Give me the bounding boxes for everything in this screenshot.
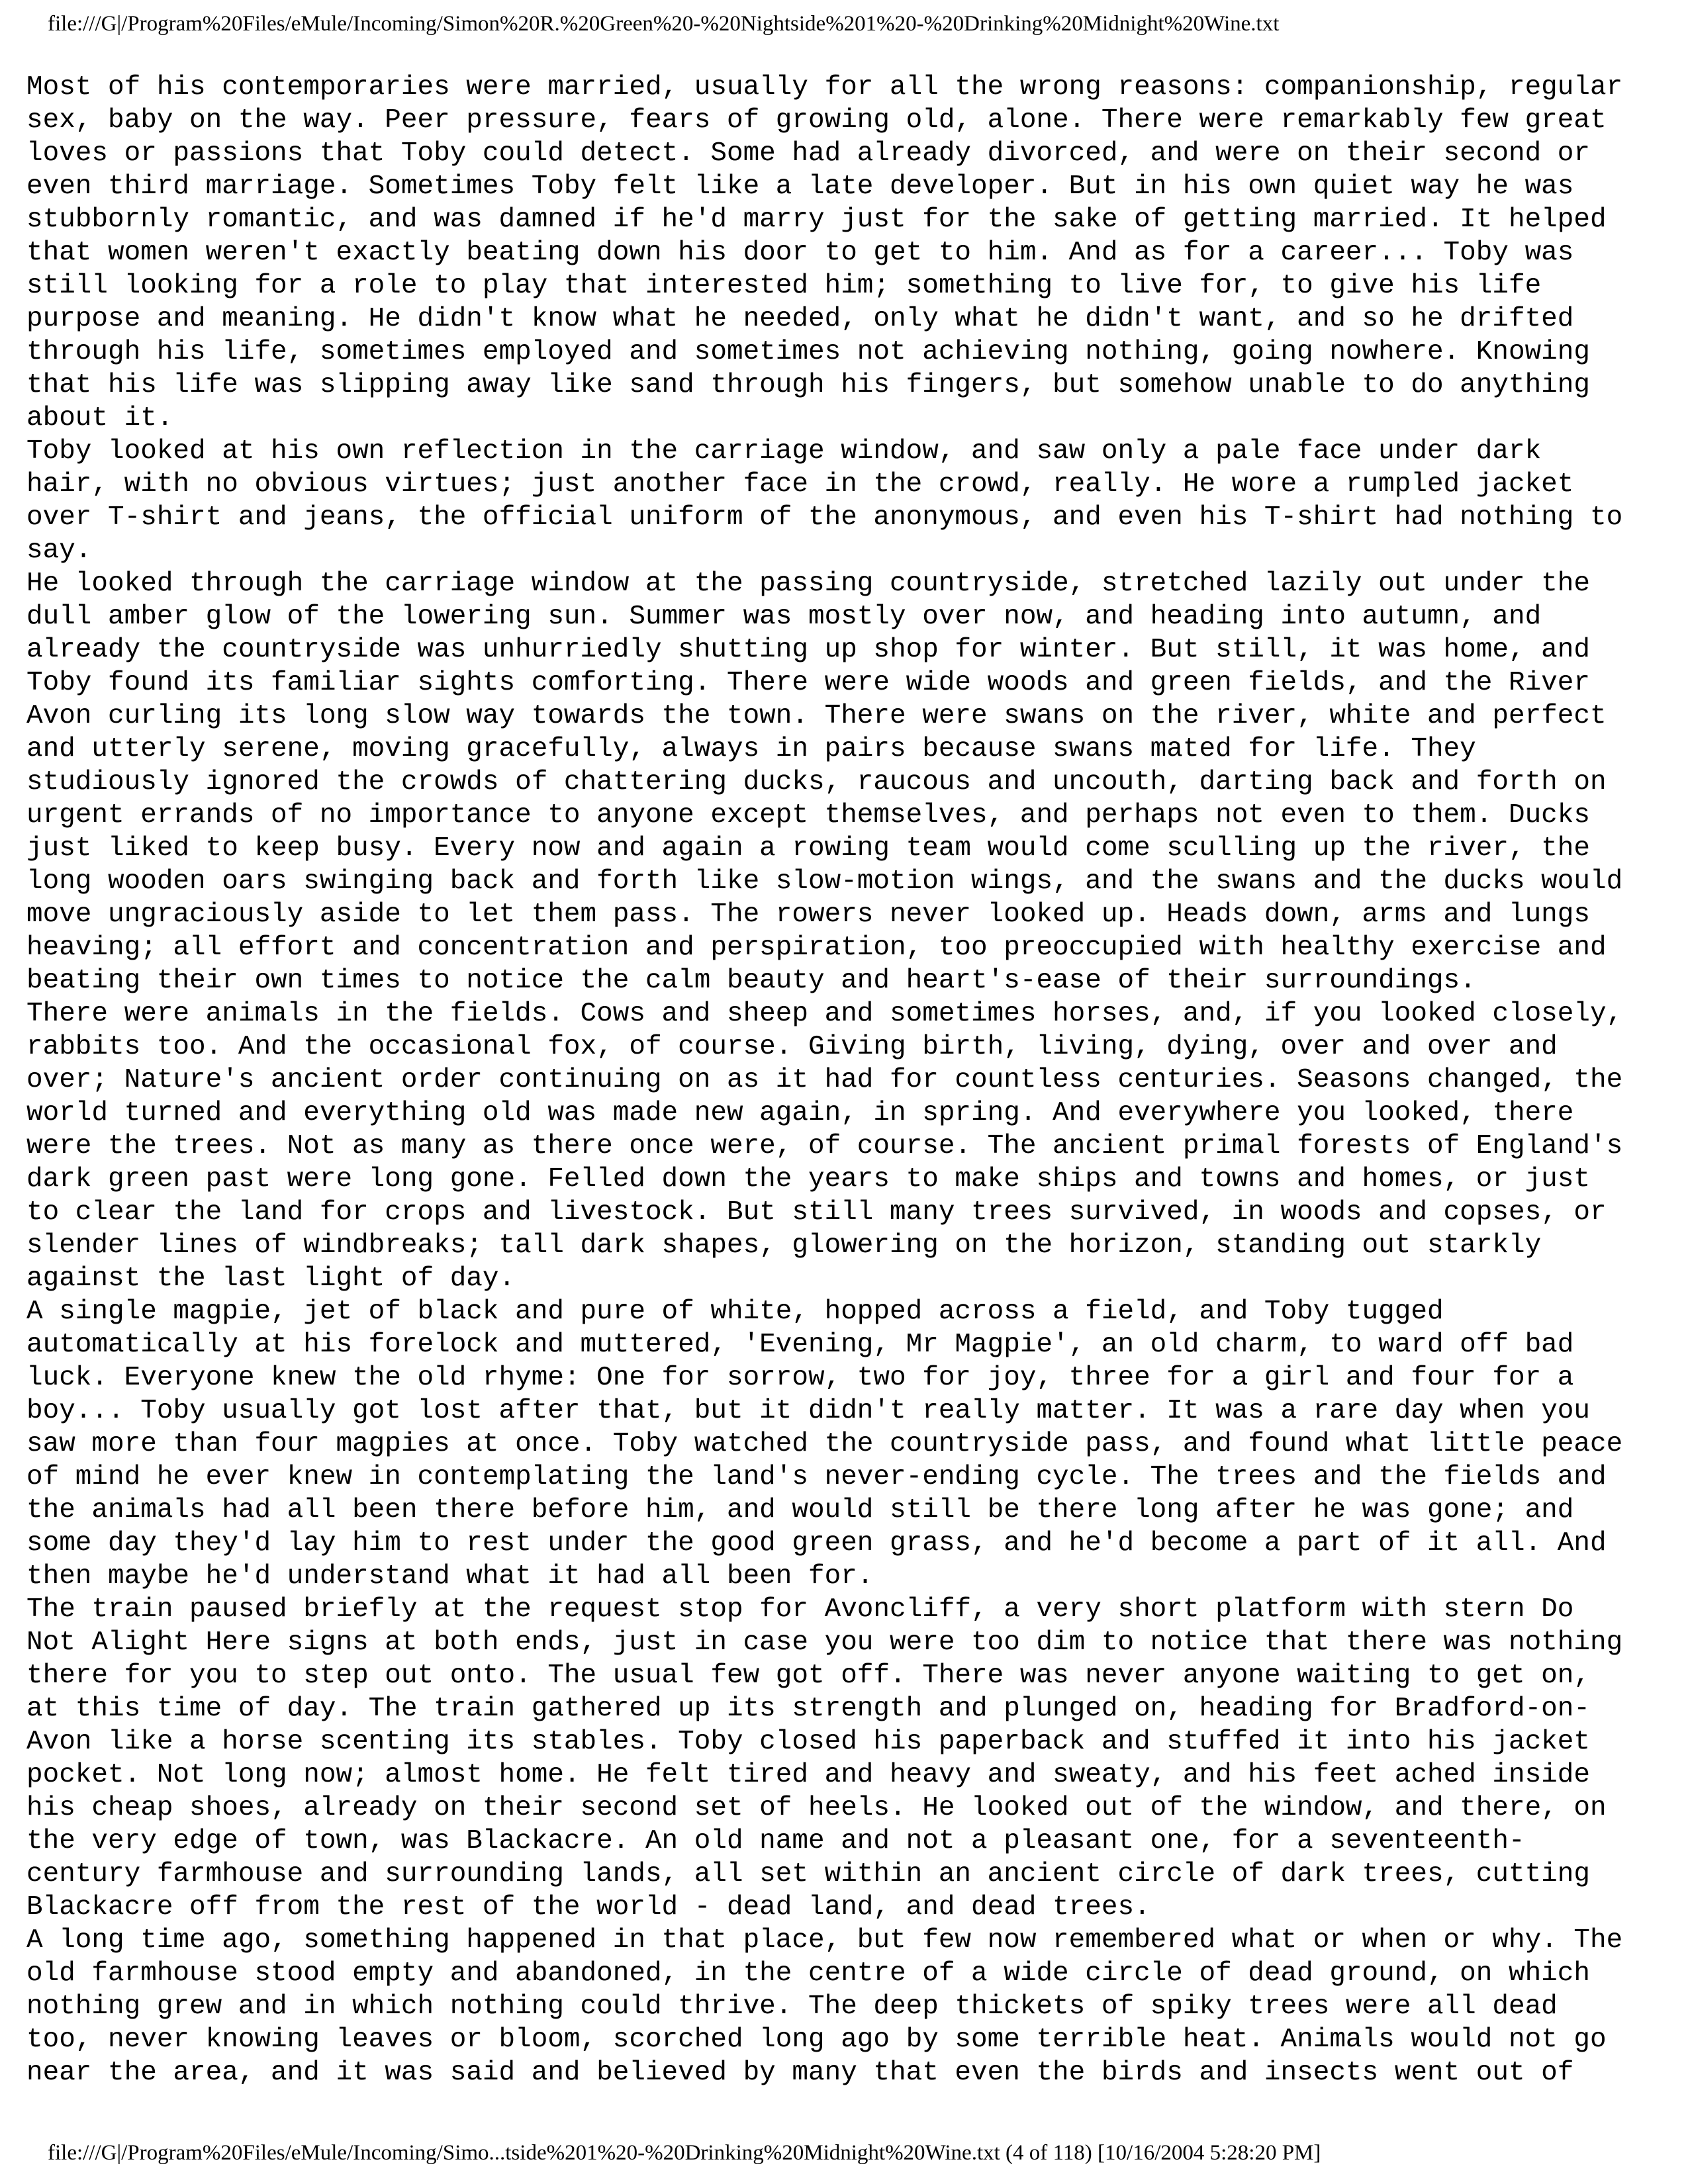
text-line: pocket. Not long now; almost home. He felt tired and heavy and sweaty, and his feet ached inside — [26, 1760, 1590, 1790]
text-line: stubbornly romantic, and was damned if he'd marry just for the sake of getting married. It helped — [26, 205, 1607, 235]
text-line: over T-shirt and jeans, the official uniform of the anonymous, and even his T-shirt had nothing to — [26, 502, 1623, 533]
text-line: urgent errands of no importance to anyone except themselves, and perhaps not even to them. Ducks — [26, 800, 1590, 831]
text-line: long wooden oars swinging back and forth like slow-motion wings, and the swans and the ducks would — [26, 866, 1623, 897]
text-line: dull amber glow of the lowering sun. Summer was mostly over now, and heading into autumn, and — [26, 602, 1542, 632]
text-line: then maybe he'd understand what it had all been for. — [26, 1561, 874, 1592]
text-line: still looking for a role to play that interested him; something to live for, to give his life — [26, 271, 1542, 301]
text-line: world turned and everything old was made new again, in spring. And everywhere you looked, there — [26, 1098, 1574, 1128]
text-line: that women weren't exactly beating down his door to get to him. And as for a career... Toby was — [26, 238, 1574, 268]
text-line: slender lines of windbreaks; tall dark shapes, glowering on the horizon, standing out starkly — [26, 1230, 1542, 1261]
text-line: heaving; all effort and concentration and perspiration, too preoccupied with healthy exercise and — [26, 933, 1607, 963]
text-line: move ungraciously aside to let them pass. The rowers never looked up. Heads down, arms and lungs — [26, 899, 1590, 930]
text-line: Most of his contemporaries were married, usually for all the wrong reasons: companionship, regular — [26, 72, 1623, 103]
text-line: of mind he ever knew in contemplating the land's never-ending cycle. The trees and the fields and — [26, 1462, 1607, 1492]
text-line: rabbits too. And the occasional fox, of course. Giving birth, living, dying, over and over and — [26, 1032, 1558, 1062]
text-line: about it. — [26, 403, 173, 433]
text-line: the animals had all been there before him, and would still be there long after he was gone; and — [26, 1495, 1574, 1525]
text-line: Toby looked at his own reflection in the carriage window, and saw only a pale face under dark — [26, 436, 1542, 467]
text-line: through his life, sometimes employed and sometimes not achieving nothing, going nowhere. Knowing — [26, 337, 1590, 367]
text-line: Avon curling its long slow way towards the town. There were swans on the river, white and perfect — [26, 701, 1607, 731]
text-line: He looked through the carriage window at the passing countryside, stretched lazily out under the — [26, 569, 1590, 599]
text-line: some day they'd lay him to rest under the good green grass, and he'd become a part of it all. And — [26, 1528, 1607, 1559]
text-line: the very edge of town, was Blackacre. An old name and not a pleasant one, for a seventeenth- — [26, 1826, 1525, 1856]
text-line: too, never knowing leaves or bloom, scorched long ago by some terrible heat. Animals would not go — [26, 2025, 1607, 2055]
text-line: already the countryside was unhurriedly shutting up shop for winter. But still, it was home, and — [26, 635, 1590, 665]
page-footer: file:///G|/Program%20Files/eMule/Incoming/Simo...tside%201%20-%20Drinking%20Midnight%20Wine.txt (4 of 118) [10/16/2004 5:28:20 PM] — [48, 2141, 1321, 2165]
text-line: century farmhouse and surrounding lands, all set within an ancient circle of dark trees, cutting — [26, 1859, 1590, 1889]
text-line: and utterly serene, moving gracefully, always in pairs because swans mated for life. They — [26, 734, 1476, 764]
text-line: even third marriage. Sometimes Toby felt like a late developer. But in his own quiet way he was — [26, 171, 1574, 202]
text-line: A single magpie, jet of black and pure of white, hopped across a field, and Toby tugged — [26, 1297, 1444, 1327]
text-line: there for you to step out onto. The usual few got off. There was never anyone waiting to get on, — [26, 1661, 1590, 1691]
text-line: his cheap shoes, already on their second set of heels. He looked out of the window, and there, on — [26, 1793, 1607, 1823]
text-line: boy... Toby usually got lost after that, but it didn't really matter. It was a rare day when you — [26, 1396, 1590, 1426]
text-line: automatically at his forelock and muttered, 'Evening, Mr Magpie', an old charm, to ward off bad — [26, 1330, 1574, 1360]
text-line: just liked to keep busy. Every now and again a rowing team would come sculling up the river, the — [26, 833, 1590, 864]
text-line: nothing grew and in which nothing could thrive. The deep thickets of spiky trees were all dead — [26, 1991, 1558, 2022]
text-line: near the area, and it was said and believed by many that even the birds and insects went out of — [26, 2058, 1574, 2088]
text-line: Not Alight Here signs at both ends, just in case you were too dim to notice that there was nothing — [26, 1627, 1623, 1658]
text-line: that his life was slipping away like sand through his fingers, but somehow unable to do anything — [26, 370, 1590, 400]
text-line: at this time of day. The train gathered up its strength and plunged on, heading for Bradford-on- — [26, 1694, 1590, 1724]
text-line: old farmhouse stood empty and abandoned, in the centre of a wide circle of dead ground, on which — [26, 1958, 1590, 1989]
text-line: over; Nature's ancient order continuing on as it had for countless centuries. Seasons changed, the — [26, 1065, 1623, 1095]
text-line: to clear the land for crops and livestock. But still many trees survived, in woods and copses, or — [26, 1197, 1607, 1228]
text-line: studiously ignored the crowds of chattering ducks, raucous and uncouth, darting back and forth on — [26, 767, 1607, 797]
text-line: hair, with no obvious virtues; just another face in the crowd, really. He wore a rumpled jacket — [26, 469, 1574, 500]
text-line: Avon like a horse scenting its stables. Toby closed his paperback and stuffed it into his jacket — [26, 1727, 1590, 1757]
text-line: dark green past were long gone. Felled down the years to make ships and towns and homes, or just — [26, 1164, 1590, 1195]
text-line: were the trees. Not as many as there once were, of course. The ancient primal forests of England's — [26, 1131, 1623, 1161]
text-line: The train paused briefly at the request stop for Avoncliff, a very short platform with stern Do — [26, 1594, 1574, 1625]
text-line: loves or passions that Toby could detect. Some had already divorced, and were on their second or — [26, 138, 1590, 169]
text-line: sex, baby on the way. Peer pressure, fears of growing old, alone. There were remarkably few great — [26, 105, 1607, 136]
text-line: Toby found its familiar sights comforting. There were wide woods and green fields, and the River — [26, 668, 1590, 698]
text-line: beating their own times to notice the calm beauty and heart's-ease of their surroundings. — [26, 966, 1476, 996]
text-line: A long time ago, something happened in that place, but few now remembered what or when or why. The — [26, 1925, 1623, 1956]
text-line: Blackacre off from the rest of the world - dead land, and dead trees. — [26, 1892, 1150, 1923]
text-line: There were animals in the fields. Cows and sheep and sometimes horses, and, if you looked closely, — [26, 999, 1623, 1029]
page-header-url: file:///G|/Program%20Files/eMule/Incoming/Simon%20R.%20Green%20-%20Nightside%201%20-%20Drinking%20Midnight%20Wine.txt — [48, 12, 1280, 36]
text-line: saw more than four magpies at once. Toby watched the countryside pass, and found what little peace — [26, 1429, 1623, 1459]
text-line: against the last light of day. — [26, 1263, 516, 1294]
document-body — [26, 71, 1668, 2089]
text-line: luck. Everyone knew the old rhyme: One for sorrow, two for joy, three for a girl and four for a — [26, 1363, 1574, 1393]
text-line: say. — [26, 535, 92, 566]
text-line: purpose and meaning. He didn't know what he needed, only what he didn't want, and so he drifted — [26, 304, 1574, 334]
